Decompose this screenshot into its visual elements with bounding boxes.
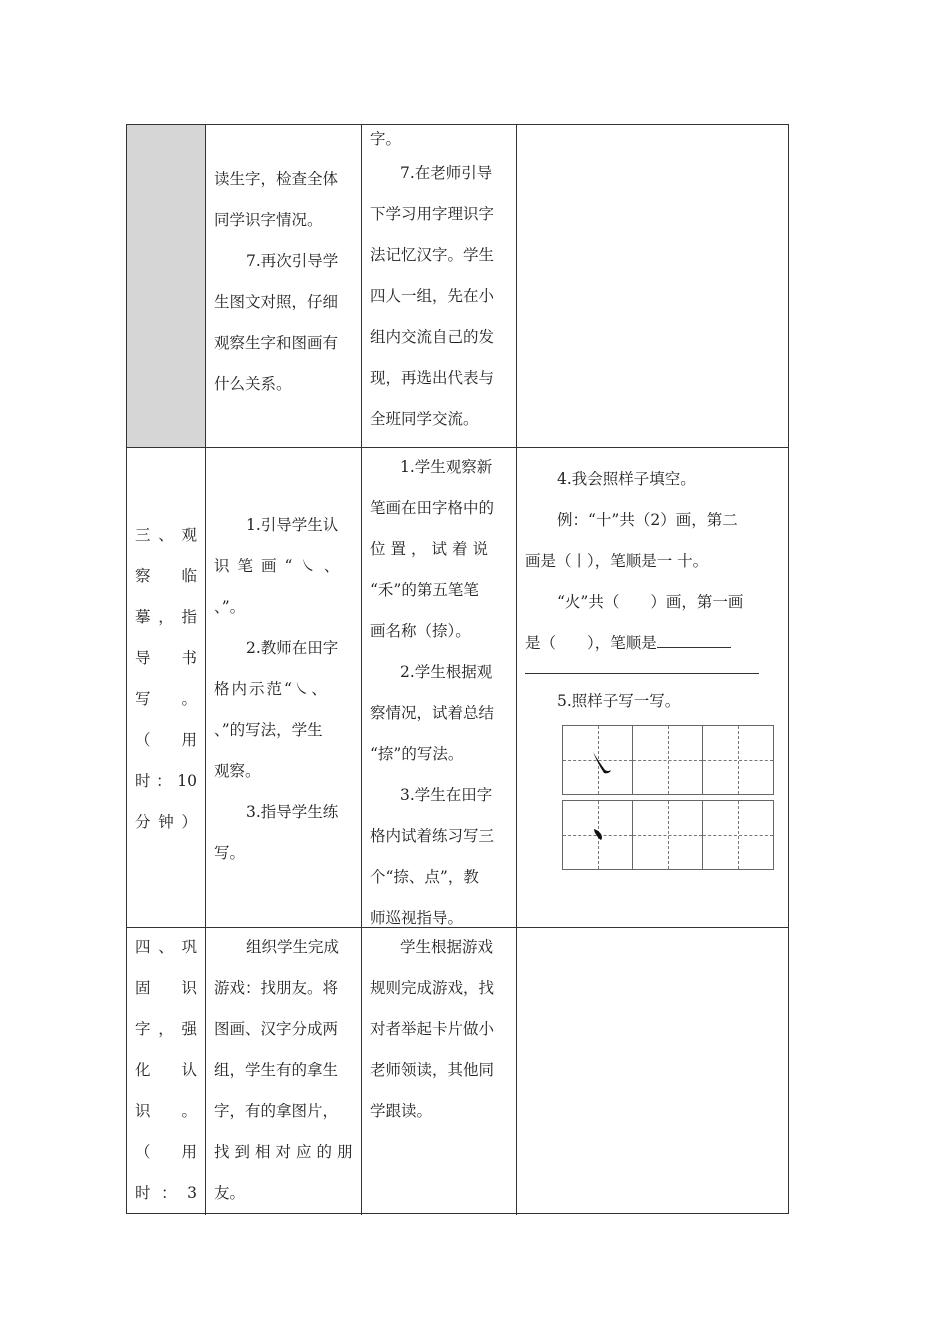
- text-line: 3.指导学生练: [246, 803, 339, 821]
- exercise-cell: [517, 927, 789, 1215]
- stage-char: ，: [158, 1020, 174, 1038]
- text-line: 图画、汉字分成两: [214, 1020, 339, 1038]
- question-4-text: 是（ ），笔顺是: [525, 634, 657, 652]
- text-line: 学生根据游戏: [400, 938, 494, 956]
- text-line: 友。: [214, 1184, 246, 1202]
- stage-char: 用: [181, 731, 197, 749]
- stage-char: ，: [158, 608, 174, 626]
- text-line: 找到相对应的朋: [214, 1143, 358, 1161]
- text-line: 格内示范“㇏、: [214, 680, 329, 698]
- stage-char: 。: [181, 690, 197, 708]
- stage-line: [135, 1132, 197, 1173]
- stage-char: 时: [135, 772, 151, 790]
- answer-blank-line[interactable]: [525, 673, 759, 674]
- exercise-cell: [517, 125, 789, 447]
- text-line: 对者举起卡片做小: [370, 1020, 495, 1038]
- tianzige-grid: [562, 800, 774, 870]
- stage-cell: [127, 447, 206, 927]
- text-line: 组织学生完成: [246, 938, 340, 956]
- text-line: 规则完成游戏，找: [370, 979, 495, 997]
- stage-line: [135, 968, 197, 1009]
- stage-cell: [127, 927, 206, 1215]
- grid-cell[interactable]: [633, 801, 703, 869]
- text-line: 观察。: [214, 762, 261, 780]
- question-5-title: 5.照样子写一写。: [557, 692, 681, 710]
- text-line: 2.教师在田字: [246, 639, 339, 657]
- stage-char: 导: [135, 649, 151, 667]
- table-row: [127, 125, 788, 448]
- teacher-activity-cell: [206, 447, 362, 927]
- teacher-activity-cell: [206, 125, 362, 447]
- stage-line: [135, 515, 197, 556]
- stage-char: 3: [187, 1184, 197, 1202]
- text-line: “捺”的写法。: [370, 745, 464, 763]
- stage-char: 、: [158, 938, 174, 956]
- stage-char: 用: [181, 1143, 197, 1161]
- student-activity-cell: [362, 125, 517, 447]
- grid-cell[interactable]: [633, 726, 703, 794]
- stage-char: 、: [158, 526, 174, 544]
- text-line: 游戏：找朋友。将: [214, 979, 339, 997]
- stage-char: 10: [177, 772, 197, 790]
- stage-char: 分: [135, 813, 151, 831]
- stage-cell: [127, 125, 206, 447]
- text-line: 读生字，检查全体: [214, 170, 339, 188]
- question-4-example: 画是（丨），笔顺是一 十。: [525, 552, 709, 570]
- text-line: 法记忆汉字。学生: [370, 246, 495, 264]
- text-line: 察情况，试着总结: [370, 704, 495, 722]
- stage-line: [135, 556, 197, 597]
- text-line: 老师领读，其他同: [370, 1061, 495, 1079]
- text-line: 、”的写法，学生: [214, 721, 323, 739]
- table-row: [127, 447, 788, 928]
- text-line: 1.学生观察新: [400, 458, 493, 476]
- stage-char: 四: [135, 938, 151, 956]
- text-line: 格内试着练习写三: [370, 827, 495, 845]
- stage-char: 察: [135, 567, 151, 585]
- stage-char: 写: [135, 690, 151, 708]
- stage-char: 时: [135, 1184, 151, 1202]
- stage-char: 化: [135, 1061, 151, 1079]
- text-line: 学跟读。: [370, 1102, 433, 1120]
- stage-char: 三: [135, 526, 151, 544]
- text-line: 笔画在田字格中的: [370, 499, 495, 517]
- stage-char: 指: [181, 608, 197, 626]
- stage-char: （: [135, 731, 151, 749]
- stage-char: 摹: [135, 608, 151, 626]
- exercise-cell: [517, 447, 789, 927]
- grid-cell[interactable]: [563, 801, 633, 869]
- text-line: 、”。: [214, 598, 246, 616]
- stage-char: 临: [181, 567, 197, 585]
- text-line: 下学习用字理识字: [370, 205, 495, 223]
- na-stroke-icon: [563, 726, 633, 794]
- question-4-example: 例：“十”共（2）画，第二: [557, 511, 738, 529]
- stage-line: [135, 597, 197, 638]
- text-line: 什么关系。: [214, 375, 292, 393]
- text-line: “禾”的第五笔笔: [370, 581, 479, 599]
- stage-line: [135, 927, 197, 968]
- stage-char: 。: [181, 1102, 197, 1120]
- text-line: 组内交流自己的发: [370, 328, 495, 346]
- stage-line: [135, 720, 197, 761]
- grid-cell[interactable]: [703, 726, 773, 794]
- text-line: 7.再次引导学: [246, 252, 339, 270]
- text-line: 师巡视指导。: [370, 909, 464, 927]
- lesson-plan-table: [126, 124, 789, 1214]
- stage-char: ：: [156, 772, 172, 790]
- text-line: 个“捺、点”，教: [370, 868, 479, 886]
- stage-line: [135, 1091, 197, 1132]
- stage-char: 观: [181, 526, 197, 544]
- text-line: 1.引导学生认: [246, 516, 339, 534]
- text-line: 现，再选出代表与: [370, 369, 495, 387]
- text-line: 生图文对照，仔细: [214, 293, 339, 311]
- stage-char: 识: [181, 979, 197, 997]
- stage-char: （: [135, 1143, 151, 1161]
- stage-char: 字: [135, 1020, 151, 1038]
- student-activity-cell: [362, 447, 517, 927]
- text-line: 组，学生有的拿生: [214, 1061, 339, 1079]
- question-4-title: 4.我会照样子填空。: [557, 470, 696, 488]
- stage-char: 钟: [158, 813, 174, 831]
- tianzige-grid: [562, 725, 774, 795]
- answer-blank[interactable]: [657, 629, 731, 648]
- dian-stroke-icon: [563, 801, 633, 869]
- text-line: 7.在老师引导: [400, 164, 493, 182]
- student-activity-cell: [362, 927, 517, 1215]
- text-line: 位置，试着说: [370, 540, 494, 558]
- stage-line: [135, 1173, 197, 1214]
- stage-char: ）: [181, 813, 197, 831]
- text-line: 3.学生在田字: [400, 786, 493, 804]
- stage-char: ：: [161, 1184, 177, 1202]
- stage-line: [135, 761, 197, 802]
- stage-line: [135, 1050, 197, 1091]
- stage-line: [135, 679, 197, 720]
- text-line: 画名称（捺）。: [370, 622, 471, 640]
- question-4-item: [525, 623, 781, 664]
- text-line: 字，有的拿图片，: [214, 1102, 339, 1120]
- grid-cell[interactable]: [703, 801, 773, 869]
- text-line: 2.学生根据观: [400, 663, 493, 681]
- text-line: 写。: [214, 844, 246, 862]
- teacher-activity-cell: [206, 927, 362, 1215]
- text-line: 全班同学交流。: [370, 410, 479, 428]
- question-4-item: “火”共（ ）画，第一画: [557, 593, 744, 611]
- stage-char: 巩: [181, 938, 197, 956]
- stage-char: 认: [181, 1061, 197, 1079]
- text-line: 同学识字情况。: [214, 211, 323, 229]
- text-line: 观察生字和图画有: [214, 334, 339, 352]
- text-line: 四人一组，先在小: [370, 287, 495, 305]
- stage-line: [135, 802, 197, 843]
- grid-cell[interactable]: [563, 726, 633, 794]
- text-line: 字。: [370, 130, 402, 148]
- stage-char: 强: [181, 1020, 197, 1038]
- stage-line: [135, 1009, 197, 1050]
- stage-line: [135, 638, 197, 679]
- stage-char: 书: [181, 649, 197, 667]
- stage-char: 固: [135, 979, 151, 997]
- stage-char: 识: [135, 1102, 151, 1120]
- table-row: [127, 927, 788, 1215]
- text-line: 识笔画“㇏、: [214, 557, 348, 575]
